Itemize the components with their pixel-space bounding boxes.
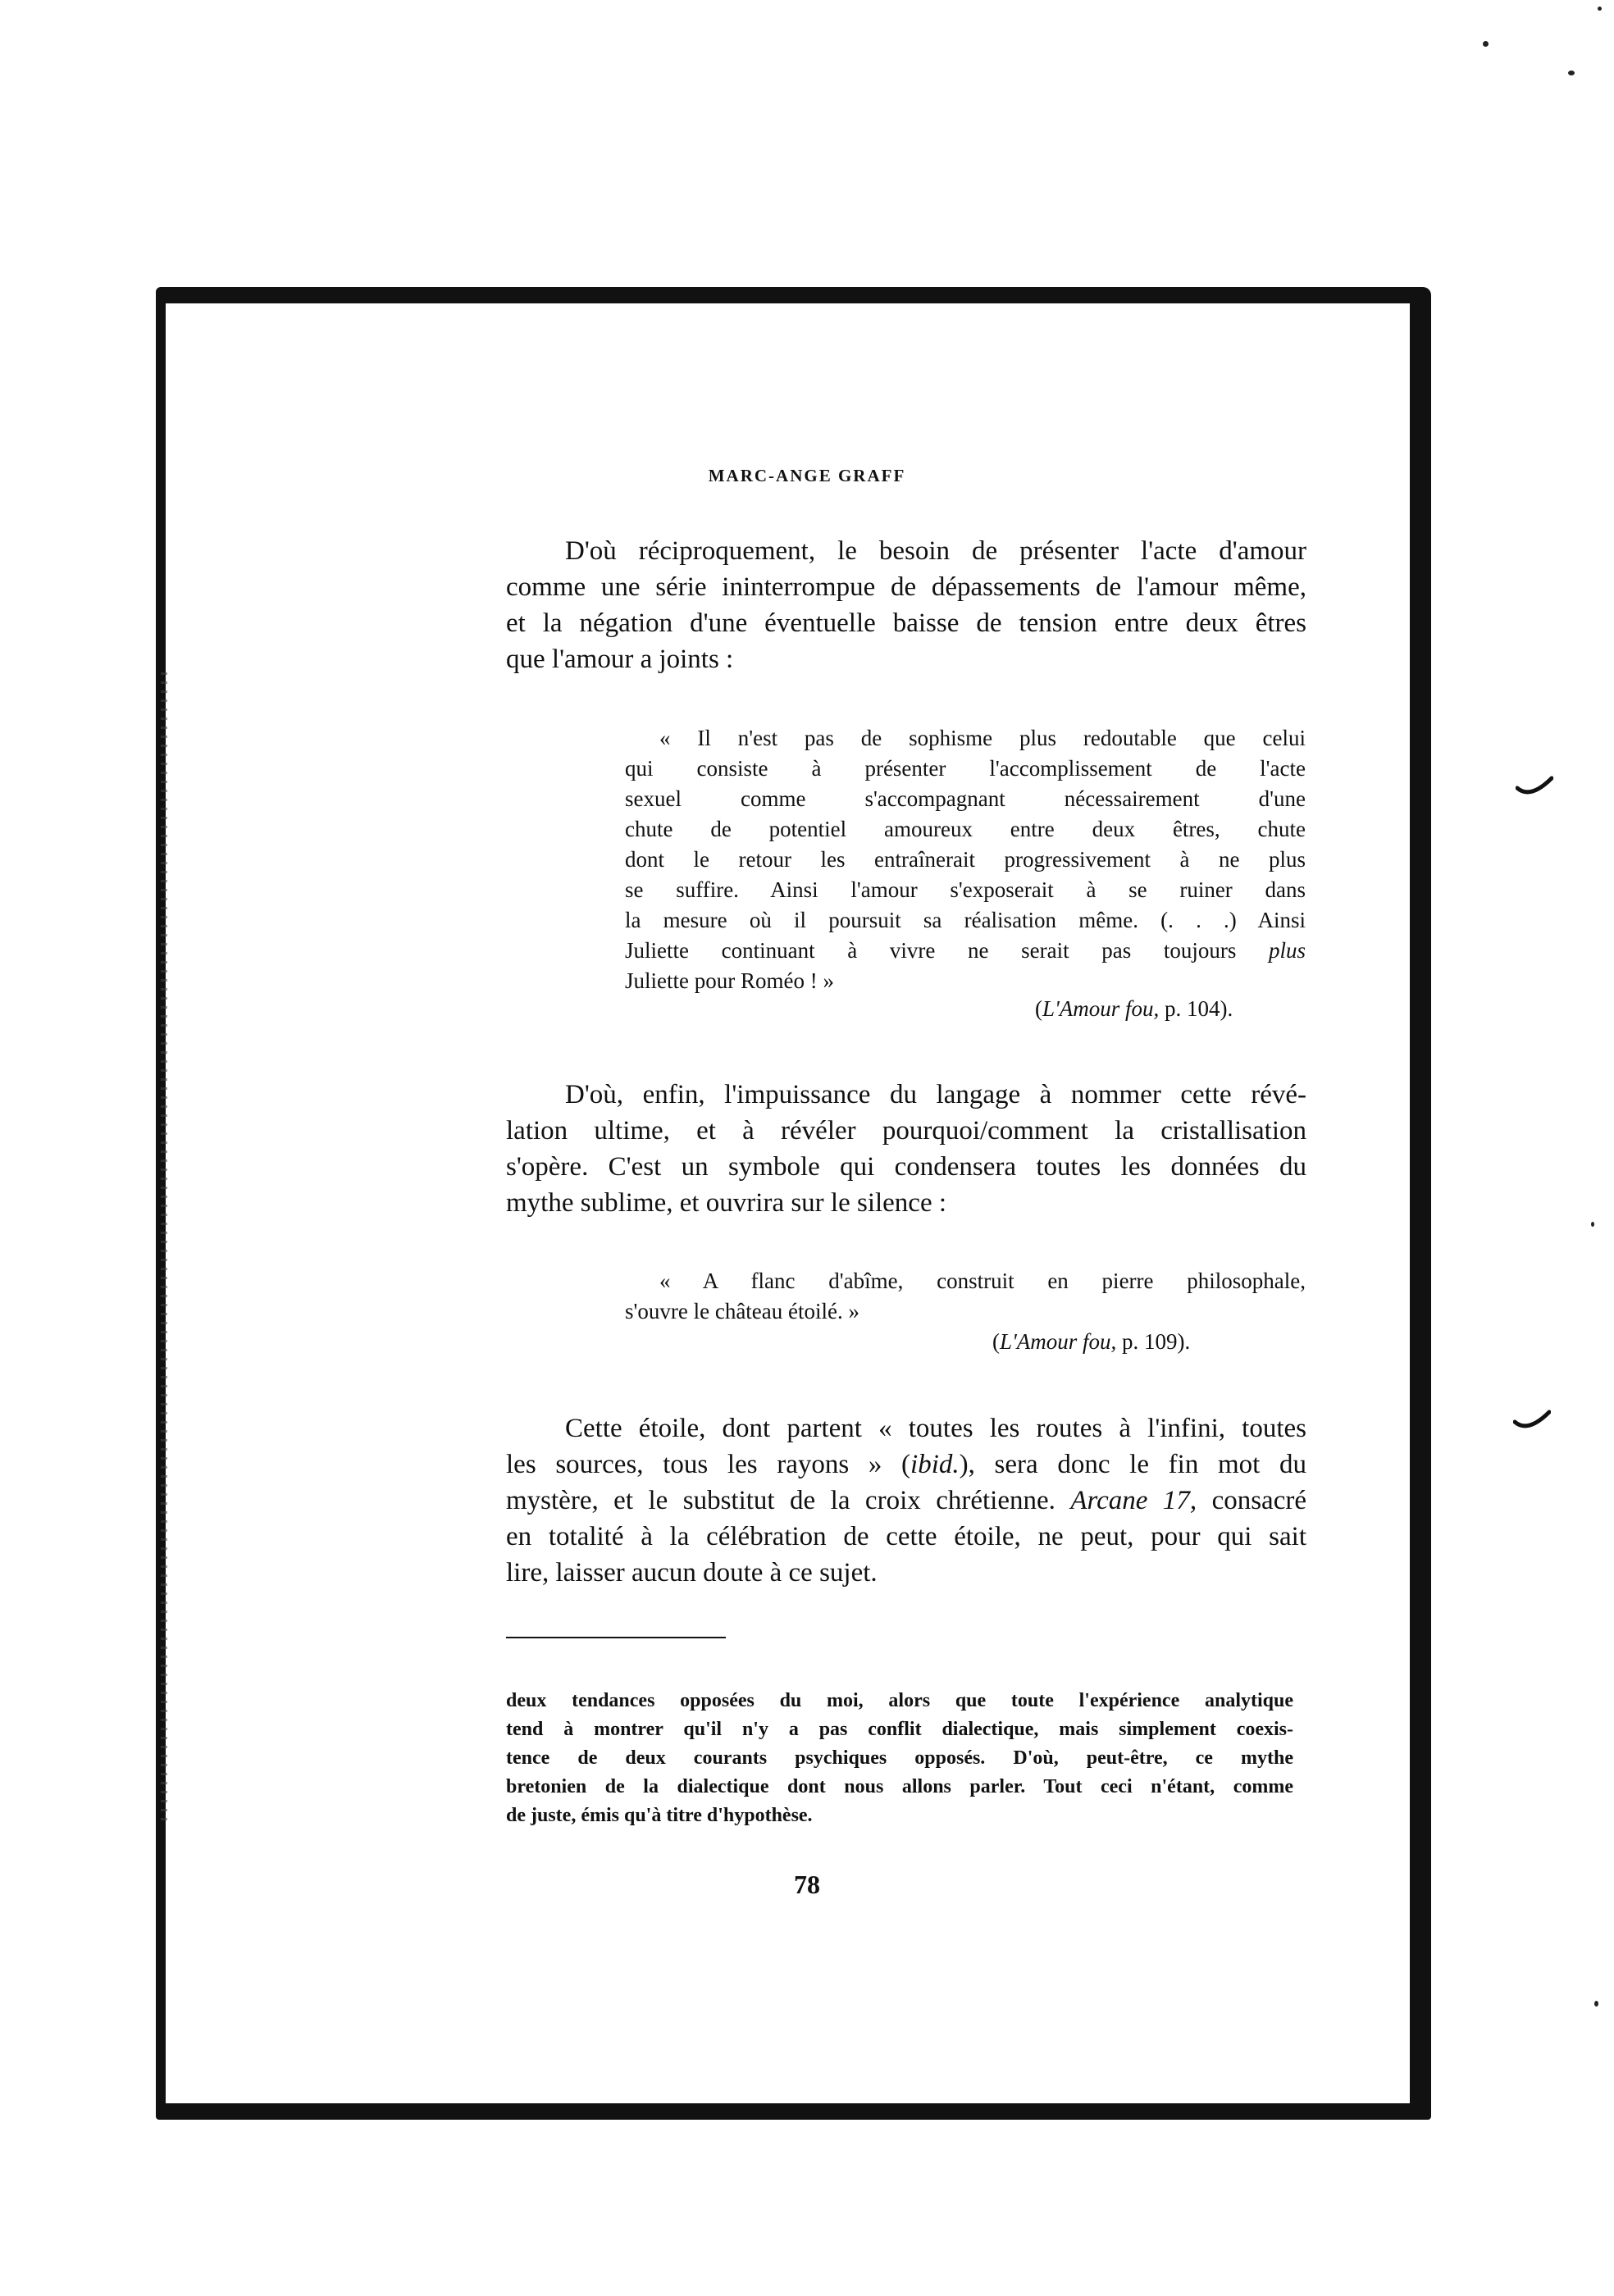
scan-edge-noise <box>161 672 167 1820</box>
quote-line: « Il n'est pas de sophisme plus redoutable que celui <box>659 726 1306 750</box>
scan-speck <box>1568 71 1575 75</box>
paragraph-2 <box>506 1077 1306 1221</box>
paragraph-3-line: Cette étoile, dont partent « toutes les routes à l'infini, toutes <box>565 1414 1306 1443</box>
footnote <box>506 1687 1293 1830</box>
scan-speck <box>1591 1222 1594 1227</box>
paragraph-3-line: en totalité à la célébration de cette étoile, ne peut, pour qui sait <box>506 1522 1306 1551</box>
quote-line <box>625 936 1306 966</box>
quote-line-text: Juliette continuant à vivre ne serait pas toujours <box>625 938 1237 963</box>
quote-line: chute de potentiel amoureux entre deux êtres, chute <box>625 817 1306 841</box>
scan-speck <box>1594 2001 1598 2007</box>
paragraph-3-text: consacré <box>1197 1486 1306 1515</box>
paragraph-3-line: lire, laisser aucun doute à ce sujet. <box>506 1558 878 1588</box>
citation-2-open: ( <box>992 1329 1000 1354</box>
citation-1 <box>1035 994 1233 1024</box>
quote-line: se suffire. Ainsi l'amour s'exposerait à se ruiner dans <box>625 877 1306 902</box>
paragraph-2-line: D'où, enfin, l'impuissance du langage à nommer cette révé- <box>565 1080 1306 1109</box>
paragraph-1-line: comme une série ininterrompue de dépassements de l'amour même, <box>506 572 1306 602</box>
paragraph-3-text: mystère, et le substitut de la croix chrétienne. <box>506 1486 1071 1515</box>
margin-check-mark-icon <box>1516 775 1553 800</box>
scan-speck <box>1598 7 1602 11</box>
quote-line: Juliette pour Roméo ! » <box>625 968 834 993</box>
paragraph-2-line: s'opère. C'est un symbole qui condensera toutes les données du <box>506 1152 1306 1182</box>
citation-1-open: ( <box>1035 996 1042 1021</box>
margin-check-mark-icon <box>1513 1409 1551 1433</box>
footnote-line: tend à montrer qu'il n'y a pas conflit dialectique, mais simplement coexis- <box>506 1719 1293 1740</box>
quote-italic-word: plus <box>1268 938 1306 963</box>
paragraph-1-line: et la négation d'une éventuelle baisse de tension entre deux êtres <box>506 608 1306 638</box>
paragraph-3-text: les sources, tous les rayons » ( <box>506 1450 911 1479</box>
quote-line: sexuel comme s'accompagnant nécessairement d'une <box>625 786 1306 811</box>
scan-speck <box>1483 41 1489 47</box>
footnote-line: bretonien de la dialectique dont nous allons parler. Tout ceci n'étant, comme <box>506 1776 1293 1797</box>
footnote-line: de juste, émis qu'à titre d'hypothèse. <box>506 1805 813 1826</box>
quote-line: « A flanc d'abîme, construit en pierre philosophale, <box>659 1269 1306 1293</box>
paragraph-2-line: mythe sublime, et ouvrira sur le silence : <box>506 1188 947 1218</box>
paragraph-3-italic: ibid. <box>910 1450 960 1479</box>
quote-line: dont le retour les entraînerait progressivement à ne plus <box>625 847 1306 872</box>
paragraph-2-line: lation ultime, et à révéler pourquoi/comment la cristallisation <box>506 1116 1306 1146</box>
citation-1-page: p. 104). <box>1159 996 1233 1021</box>
footnote-line: deux tendances opposées du moi, alors que toute l'expérience analytique <box>506 1690 1293 1711</box>
block-quote-1 <box>625 723 1306 996</box>
paragraph-1 <box>506 533 1306 677</box>
citation-2 <box>992 1327 1190 1357</box>
footnote-separator-rule <box>506 1637 726 1638</box>
paragraph-1-line: D'où réciproquement, le besoin de présenter l'acte d'amour <box>565 536 1306 566</box>
quote-line: la mesure où il poursuit sa réalisation même. (. . .) Ainsi <box>625 908 1306 932</box>
paragraph-3-italic: Arcane 17, <box>1070 1486 1197 1515</box>
quote-line: qui consiste à présenter l'accomplissement de l'acte <box>625 756 1306 781</box>
footnote-line: tence de deux courants psychiques opposés. D'où, peut-être, ce mythe <box>506 1747 1293 1769</box>
block-quote-2 <box>625 1266 1306 1327</box>
paragraph-3-line <box>506 1446 1306 1483</box>
running-head: MARC-ANGE GRAFF <box>708 466 906 485</box>
paragraph-3-line <box>506 1483 1306 1519</box>
page-number: 78 <box>794 1870 820 1899</box>
paragraph-1-line: que l'amour a joints : <box>506 645 734 674</box>
paragraph-3-text: ), sera donc le fin mot du <box>959 1450 1306 1479</box>
citation-2-page: p. 109). <box>1116 1329 1191 1354</box>
paragraph-3 <box>506 1410 1306 1591</box>
citation-1-title: L'Amour fou, <box>1042 996 1160 1021</box>
citation-2-title: L'Amour fou, <box>1000 1329 1117 1354</box>
quote-line: s'ouvre le château étoilé. » <box>625 1299 859 1323</box>
